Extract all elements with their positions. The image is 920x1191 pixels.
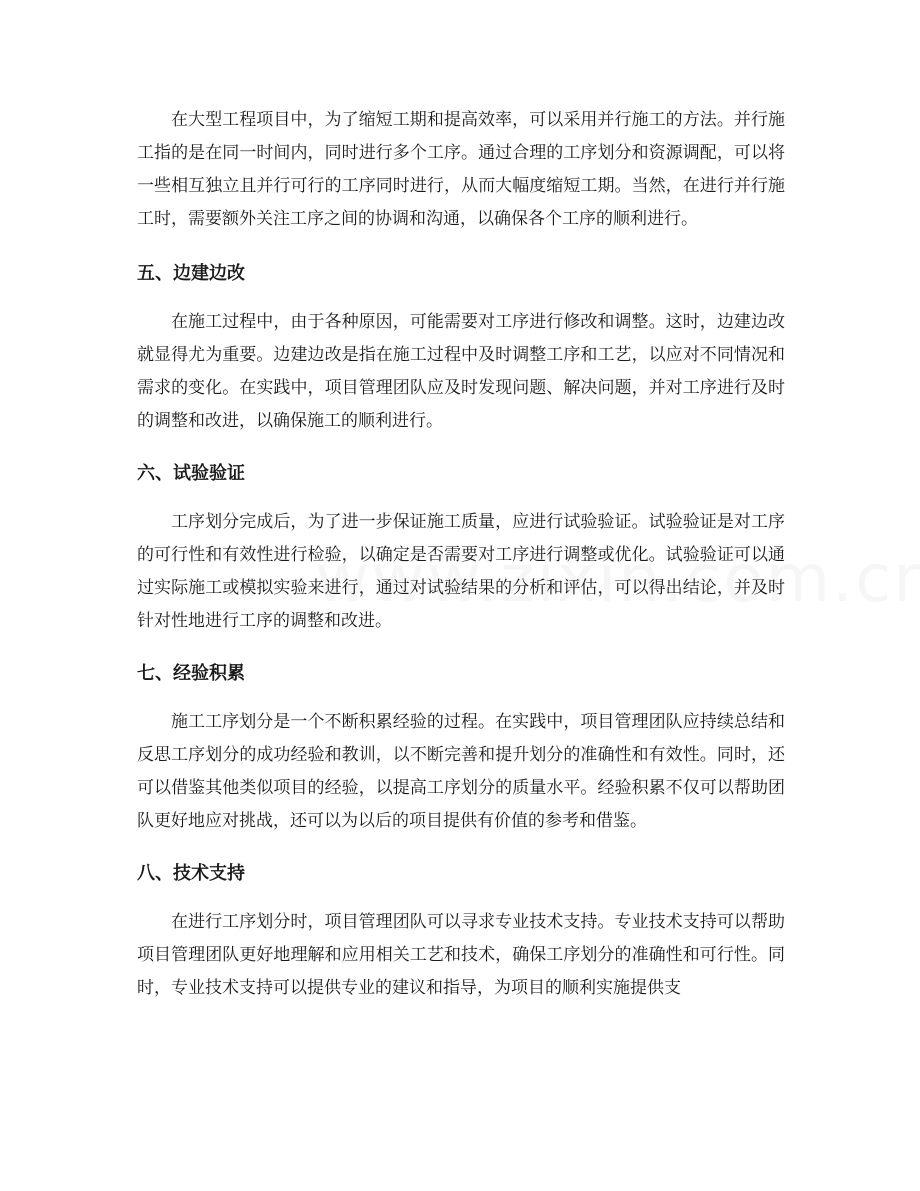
section-paragraph-5: 在施工过程中，由于各种原因，可能需要对工序进行修改和调整。这时，边建边改就显得尤为重要。边建边改是指在施工过程中及时调整工序和工艺，以应对不同情况和需求的变化。在实践中，项目管理团队应及时发现问题、解决问题，并对工序进行及时的调整和改进，以确保施工的顺利进行。 [137, 312, 785, 431]
section-paragraph-7: 施工工序划分是一个不断积累经验的过程。在实践中，项目管理团队应持续总结和反思工序划分的成功经验和教训，以不断完善和提升划分的准确性和有效性。同时，还可以借鉴其他类似项目的经验，以提高工序划分的质量水平。经验积累不仅可以帮助团队更好地应对挑战，还可以为以后的项目提供有价值的参考和借鉴。 [137, 712, 785, 831]
section-heading-6: 六、试验验证 [137, 463, 245, 484]
section-heading-5: 五、边建边改 [137, 263, 245, 284]
section-paragraph-8: 在进行工序划分时，项目管理团队可以寻求专业技术支持。专业技术支持可以帮助项目管理团队更好地理解和应用相关工艺和技术，确保工序划分的准确性和可行性。同时，专业技术支持可以提供专业的建议和指导，为项目的顺利实施提供支 [137, 912, 785, 998]
section-heading-7: 七、经验积累 [137, 663, 245, 684]
section-heading-8: 八、技术支持 [137, 863, 245, 884]
document-body [137, 104, 785, 1005]
intro-paragraph: 在大型工程项目中，为了缩短工期和提高效率，可以采用并行施工的方法。并行施工指的是在同一时间内，同时进行多个工序。通过合理的工序划分和资源调配，可以将一些相互独立且并行可行的工序同时进行，从而大幅度缩短工期。当然，在进行并行施工时，需要额外关注工序之间的协调和沟通，以确保各个工序的顺利进行。 [137, 110, 785, 229]
section-paragraph-6: 工序划分完成后，为了进一步保证施工质量，应进行试验验证。试验验证是对工序的可行性和有效性进行检验，以确定是否需要对工序进行调整或优化。试验验证可以通过实际施工或模拟实验来进行，通过对试验结果的分析和评估，可以得出结论，并及时针对性地进行工序的调整和改进。 [137, 512, 785, 631]
